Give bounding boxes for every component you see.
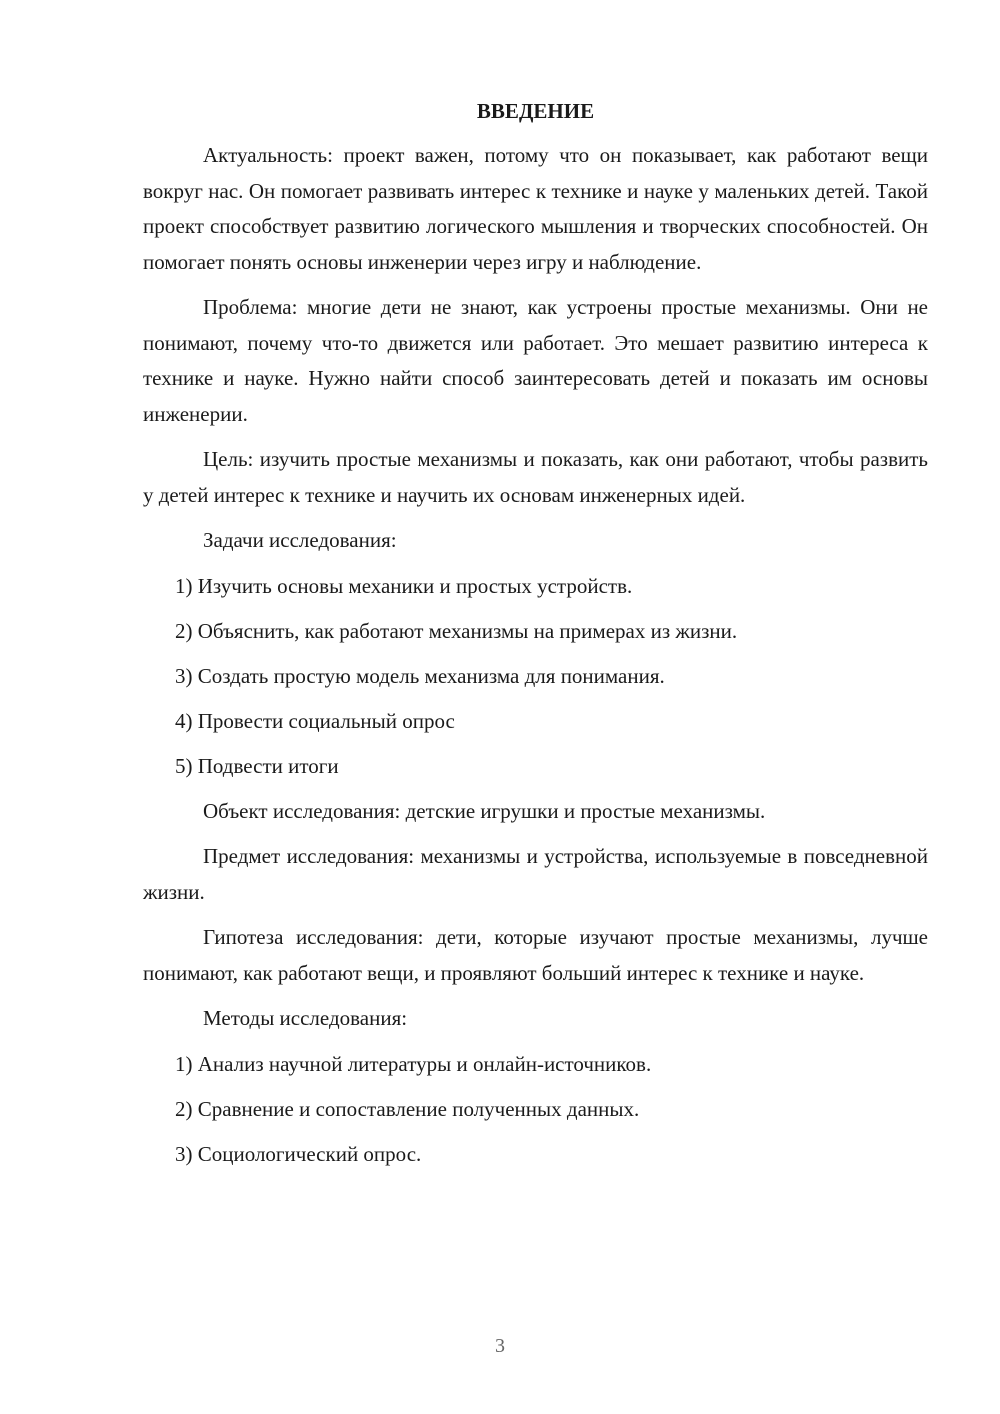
paragraph-subject: Предмет исследования: механизмы и устройства, используемые в повседневной жизни. — [143, 844, 928, 904]
list-item: 1) Изучить основы механики и простых устройств. — [175, 573, 633, 598]
tasks-list — [143, 569, 928, 785]
tasks-heading: Задачи исследования: — [203, 528, 397, 552]
paragraph-hypothesis: Гипотеза исследования: дети, которые изучают простые механизмы, лучше понимают, как работают вещи, и проявляют больший интерес к технике и науке. — [143, 925, 928, 985]
list-item: 3) Социологический опрос. — [175, 1141, 422, 1166]
page-title: ВВЕДЕНИЕ — [476, 99, 595, 123]
page-number: 3 — [495, 1335, 505, 1357]
methods-list — [143, 1047, 928, 1173]
paragraph-problem: Проблема: многие дети не знают, как устроены простые механизмы. Они не понимают, почему что-то движется или работает. Это мешает развитию интереса к технике и науке. Нужно найти способ заинтересовать детей и показать им основы инженерии. — [143, 295, 928, 426]
list-item: 1) Анализ научной литературы и онлайн-источников. — [175, 1051, 652, 1076]
list-item: 3) Создать простую модель механизма для понимания. — [175, 663, 665, 688]
paragraph-relevance: Актуальность: проект важен, потому что он показывает, как работают вещи вокруг нас. Он помогает развивать интерес к технике и науке у маленьких детей. Такой проект способствует развитию логического мышления и творческих способностей. Он помогает понять основы инженерии через игру и наблюдение. — [143, 143, 928, 274]
document-page — [143, 96, 928, 1182]
list-item: 5) Подвести итоги — [175, 753, 339, 778]
paragraph-goal: Цель: изучить простые механизмы и показать, как они работают, чтобы развить у детей интерес к технике и научить их основам инженерных идей. — [143, 447, 928, 507]
paragraph-object: Объект исследования: детские игрушки и простые механизмы. — [203, 798, 766, 823]
methods-heading: Методы исследования: — [203, 1006, 408, 1030]
list-item: 2) Сравнение и сопоставление полученных данных. — [175, 1096, 640, 1121]
list-item: 2) Объяснить, как работают механизмы на примерах из жизни. — [175, 618, 738, 643]
list-item: 4) Провести социальный опрос — [175, 708, 455, 733]
